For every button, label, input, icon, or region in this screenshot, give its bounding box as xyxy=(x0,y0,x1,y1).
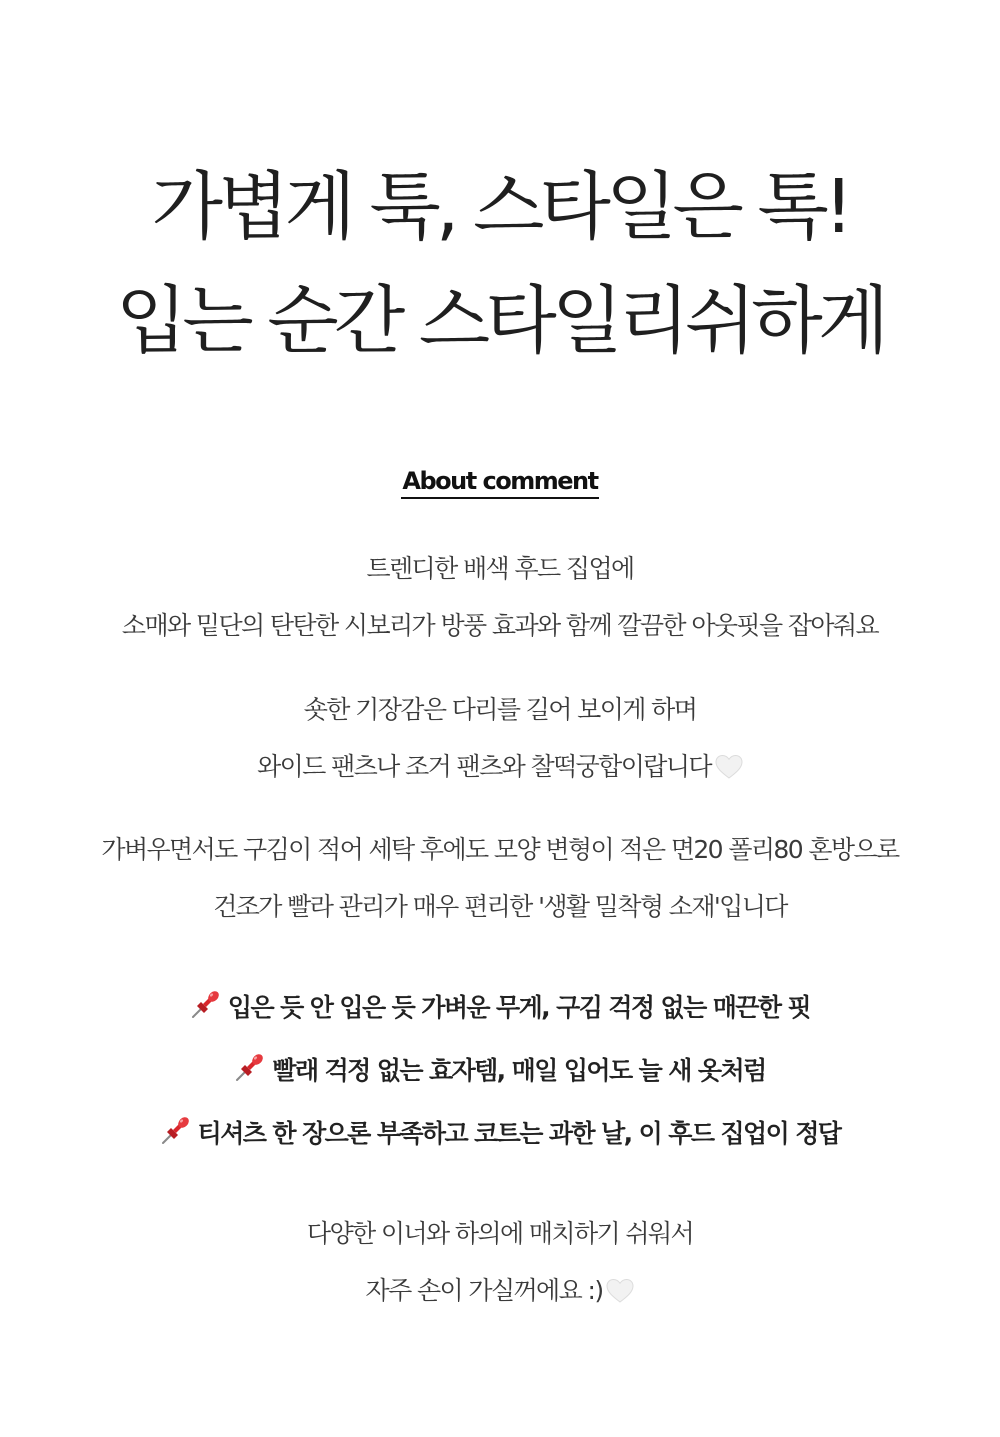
headline-line-2: 입는 순간 스타일리쉬하게 xyxy=(115,278,885,364)
pushpin-icon xyxy=(234,1051,266,1083)
paragraph-line-with-heart xyxy=(0,1262,1000,1319)
white-heart-icon xyxy=(606,1278,634,1304)
pushpin-icon xyxy=(160,1114,192,1146)
paragraph-line: 소매와 밑단의 탄탄한 시보리가 방풍 효과와 함께 깔끔한 아웃핏을 잡아줘요 xyxy=(121,611,879,640)
paragraph-line: 다양한 이너와 하의에 매치하기 쉬워서 xyxy=(306,1219,694,1248)
feature-bullet-list xyxy=(0,976,1000,1165)
description-paragraph xyxy=(0,681,1000,795)
paragraph-line-text: 와이드 팬츠나 조거 팬츠와 찰떡궁합이랍니다 xyxy=(257,752,711,781)
paragraph-line-text: 자주 손이 가실꺼에요 :) xyxy=(365,1276,603,1305)
paragraph-line: 가벼우면서도 구김이 적어 세탁 후에도 모양 변형이 적은 면20 폴리80 혼방으로 xyxy=(101,835,899,864)
paragraph-line: 숏한 기장감은 다리를 길어 보이게 하며 xyxy=(303,695,697,724)
description-paragraph xyxy=(0,540,1000,654)
paragraph-line: 트렌디한 배색 후드 집업에 xyxy=(366,554,634,583)
paragraph-line: 건조가 빨라 관리가 매우 편리한 '생활 밀착형 소재'입니다 xyxy=(213,892,787,921)
headline xyxy=(0,150,1000,378)
description-paragraph xyxy=(0,821,1000,935)
feature-bullet-text: 티셔츠 한 장으론 부족하고 코트는 과한 날, 이 후드 집업이 정답 xyxy=(197,1119,841,1148)
feature-bullet xyxy=(0,1039,1000,1102)
feature-bullet xyxy=(0,1102,1000,1165)
section-title xyxy=(0,466,1000,499)
white-heart-icon xyxy=(715,754,743,780)
feature-bullet-text: 빨래 걱정 없는 효자템, 매일 입어도 늘 새 옷처럼 xyxy=(272,1056,766,1085)
closing-paragraph xyxy=(0,1205,1000,1319)
headline-line-1: 가볍게 툭, 스타일은 톡! xyxy=(151,164,849,250)
feature-bullet xyxy=(0,976,1000,1039)
paragraph-line-with-heart xyxy=(0,738,1000,795)
pushpin-icon xyxy=(190,988,222,1020)
about-comment-title: About comment xyxy=(401,466,598,499)
feature-bullet-text: 입은 듯 안 입은 듯 가벼운 무게, 구김 걱정 없는 매끈한 핏 xyxy=(227,993,811,1022)
